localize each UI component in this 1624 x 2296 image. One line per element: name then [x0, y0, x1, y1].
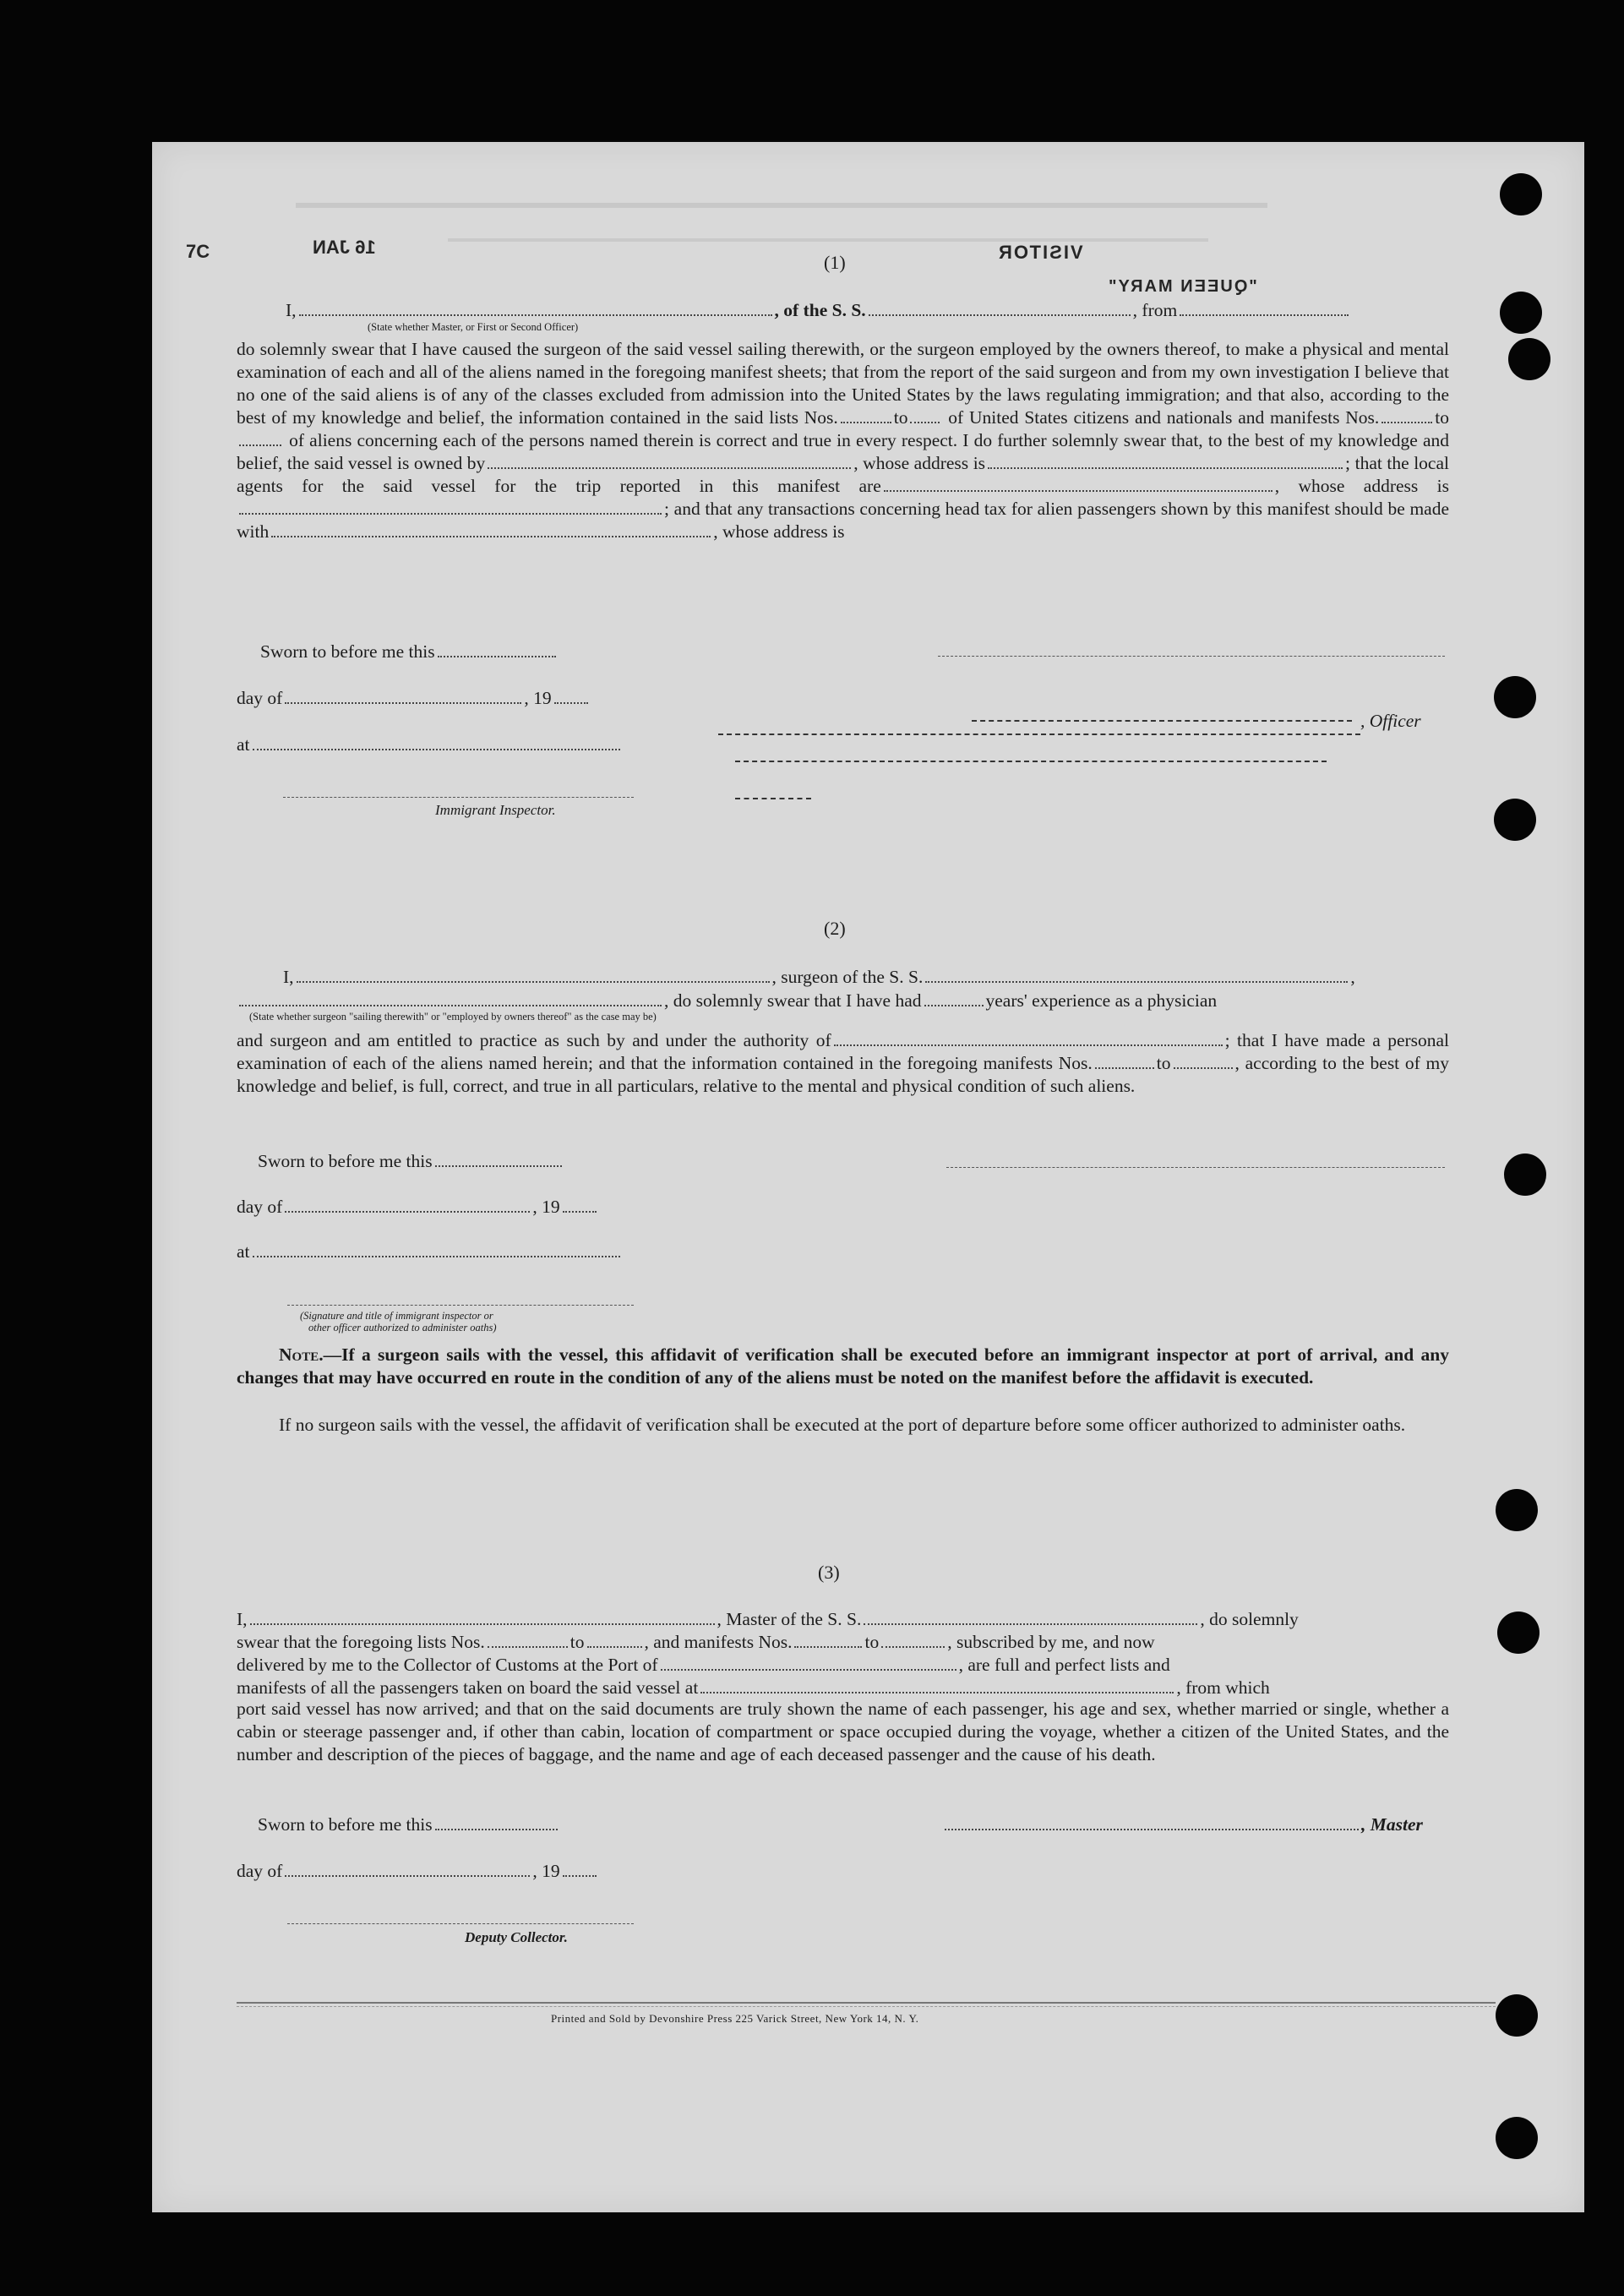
s3-i-label: I,: [237, 1609, 248, 1629]
s2-inspector-signature-line: [287, 1305, 634, 1306]
s1-body: do solemnly swear that I have caused the surgeon of the said vessel sailing therewith, or the surgeon employed by the owners thereof, to make a physical and mental examination of each and all of the aliens named in the foregoing manifest sheets; that from the report of the said surgeon and from my own investigation I believe that no one of the said aliens is of any of the classes excluded from admission into the United States by the laws regulating immigration; and that also, according to the best of my knowledge and belief, the information contained in the said lists Nos.: [237, 339, 1449, 428]
binder-hole-10: [1496, 2117, 1538, 2159]
s1-inspector-signature-line: [283, 797, 634, 798]
s3-delivered: delivered by me to the Collector of Customs at the Port of: [237, 1655, 658, 1675]
s1-head-tax: ; and that any transactions concerning head tax for alien: [664, 499, 1073, 519]
s1-whose-address2: whose address is: [1298, 476, 1449, 496]
s1-at-label: at: [237, 734, 250, 755]
s3-collector-signature-line: [287, 1923, 634, 1924]
s2-year-field: [563, 1211, 597, 1213]
s1-day-field: [285, 702, 521, 704]
visitor-stamp-text: VISITOR: [997, 242, 1083, 263]
s1-body2: of United States citizens and nationals and manifests Nos.: [948, 407, 1380, 428]
s1-from-label: , from: [1132, 300, 1178, 320]
s3-manifest-to-field: [881, 1646, 945, 1648]
s1-dashline-3: [735, 761, 1327, 762]
s1-inspector-label: Immigrant Inspector.: [435, 802, 556, 818]
s2-sig-caption-1: (Signature and title of immigrant inspector or: [300, 1310, 493, 1322]
s1-line1: [286, 299, 1351, 321]
s1-whose-address3: , whose address is: [713, 521, 845, 542]
s1-agents: that the local agents for the said vessel for the trip reported in this manifest are: [237, 453, 1449, 496]
s1-officer-caption: (State whether Master, or First or Second Officer): [368, 321, 579, 333]
s3-line3: [237, 1654, 1170, 1676]
binder-hole-9: [1496, 1994, 1538, 2037]
s1-to1: to: [893, 407, 908, 428]
s3-day-label: day of: [237, 1861, 283, 1881]
s1-lists-to-field: [910, 422, 940, 423]
s1-day-label: day of: [237, 688, 283, 708]
s3-lists-to-field: [587, 1646, 642, 1648]
s1-officer-label: , Officer: [1360, 711, 1421, 731]
s1-whose-address: , whose address is: [853, 453, 986, 473]
s3-master-of: , Master of the S. S.: [717, 1609, 862, 1629]
s3-master-sig-line: [942, 1813, 1423, 1835]
s1-semicolon: ;: [1345, 453, 1351, 473]
s3-ship-field: [864, 1623, 1197, 1625]
s2-at-field: [253, 1256, 620, 1257]
s1-body3: of aliens concerning each of the persons named therein is correct and true in every respect. I do further solemnly swear that, to the best of my knowledge and belief, the said vessel is owned by: [237, 430, 1450, 473]
s1-to2: to: [1435, 407, 1450, 428]
s3-manifests-of: manifests of all the passengers taken on board the said vessel at: [237, 1677, 699, 1698]
s1-ss-label: , of the S. S.: [774, 300, 866, 320]
date-stamp-text: 16 JAN: [313, 237, 376, 258]
s2-body3: , according to the best of my knowledge and belief, is full, correct, and true in all particulars, relative to the mental and physical condition of such aliens.: [237, 1053, 1449, 1096]
binder-hole-6: [1504, 1153, 1546, 1196]
s1-at-line: [237, 734, 623, 755]
s3-body: port said vessel has now arrived; and that on the said documents are truly shown the name of each passenger, his age and sex, whether married or single, whether a cabin or steerage passenger and, if other than cabin, location of compartment or space occupied during the voyage, whether a citizen of the United States, and the number and description of the pieces of baggage, and the name and age of each deceased passenger and the cause of his death.: [237, 1699, 1449, 1764]
s2-year-label: , 19: [532, 1197, 560, 1217]
ship-stamp-mirrored: [1107, 277, 1257, 297]
s2-sworn-line: [258, 1150, 564, 1172]
s3-manifest-from-field: [794, 1646, 862, 1648]
s2-surgeon-of: , surgeon of the S. S.: [771, 967, 924, 987]
s3-and-manifests: , and manifests Nos.: [644, 1632, 793, 1652]
binder-hole-5: [1494, 799, 1536, 841]
s3-swear-lists: swear that the foregoing lists Nos.: [237, 1632, 485, 1652]
s2-line1: [283, 966, 1355, 988]
s1-agent-address-field: [239, 513, 662, 515]
s1-manifest-to-field: [239, 444, 281, 446]
s1-paragraph: [237, 338, 1449, 543]
s2-paragraph: [237, 1029, 1449, 1098]
s3-port-field: [661, 1669, 956, 1671]
s1-sworn-field: [438, 656, 556, 657]
s2-surgeon-signature-line: [946, 1167, 1445, 1168]
s2-surgeon-name-field: [297, 981, 770, 983]
s1-head-tax-party-field: [271, 536, 711, 537]
s1-year-field: [554, 702, 588, 704]
s2-sig-caption-2: other officer authorized to administer oaths): [308, 1322, 497, 1333]
s3-master-signature-field: [945, 1829, 1359, 1830]
s3-paragraph: [237, 1698, 1449, 1766]
s3-to1: to: [569, 1632, 585, 1652]
s3-line4: [237, 1677, 1270, 1699]
s3-line1: [237, 1608, 1299, 1630]
printer-imprint: Printed and Sold by Devonshire Press 225 Varick Street, New York 14, N. Y.: [551, 2012, 919, 2025]
s2-day-label: day of: [237, 1197, 283, 1217]
s3-full-perfect: , are full and perfect lists and: [958, 1655, 1170, 1675]
s2-semicolon: ;: [1224, 1030, 1230, 1050]
binder-hole-2: [1500, 292, 1542, 334]
s3-sworn-line: [258, 1813, 560, 1835]
s2-years: years' experience as a physician: [985, 990, 1218, 1011]
binder-hole-1: [1500, 173, 1542, 215]
s1-at-field: [253, 749, 620, 750]
s1-passengers: passengers shown by this manifest should be made with: [237, 499, 1449, 542]
binder-hole-3: [1508, 338, 1550, 380]
s3-do-solemnly: , do solemnly: [1200, 1609, 1299, 1629]
s1-dashline-4: [735, 798, 811, 799]
s2-sworn-field: [435, 1165, 562, 1167]
s3-deputy-collector-label: Deputy Collector.: [465, 1929, 568, 1945]
s1-lists-from-field: [841, 422, 891, 423]
s1-owner-field: [488, 467, 851, 469]
ship-stamp-text: "QUEEN MARY": [1107, 277, 1257, 296]
s1-ship-field: [869, 314, 1131, 316]
s2-at-label: at: [237, 1241, 250, 1262]
s2-state-caption: (State whether surgeon "sailing therewith" or "employed by owners thereof" as the case may be): [249, 1011, 657, 1023]
s1-dashline-2: [718, 734, 1360, 735]
s1-sworn-line: [260, 641, 559, 663]
s2-at-line: [237, 1241, 623, 1263]
s3-subscribed: , subscribed by me, and now: [947, 1632, 1155, 1652]
s2-to: to: [1156, 1053, 1171, 1073]
s2-years-field: [924, 1005, 984, 1006]
s1-sworn-label: Sworn to before me this: [260, 641, 435, 662]
s2-ship-field: [925, 981, 1348, 983]
s2-body1: and surgeon and am entitled to practice as such by and under the authority of: [237, 1030, 831, 1050]
s3-master-name-field: [250, 1623, 715, 1625]
visitor-stamp-mirrored: [997, 242, 1083, 264]
s3-lists-from-field: [488, 1646, 568, 1648]
s2-note1: —If a surgeon sails with the vessel, this affidavit of verification shall be executed before an immigrant inspector at port of arrival, and any changes that may have occurred en route in the condition of any of the aliens must be noted on the manifest before the affidavit is executed.: [237, 1344, 1449, 1388]
binder-hole-4: [1494, 676, 1536, 718]
s3-year-label: , 19: [532, 1861, 560, 1881]
s2-note2: If no surgeon sails with the vessel, the affidavit of verification shall be executed at the port of departure before some officer authorized to administer oaths.: [279, 1415, 1406, 1435]
manifest-page: [152, 142, 1584, 2212]
binder-hole-7: [1496, 1489, 1538, 1531]
section-2-number: (2): [824, 918, 846, 939]
s2-authority-field: [834, 1044, 1223, 1046]
s2-day-line: [237, 1196, 599, 1218]
s1-day-line: [237, 687, 591, 709]
s1-comma: ,: [1274, 476, 1280, 496]
s1-officer-field: [299, 314, 772, 316]
s3-from-which: , from which: [1176, 1677, 1270, 1698]
s3-line2: [237, 1631, 1155, 1653]
s1-year-label: , 19: [524, 688, 552, 708]
s2-line2: [237, 990, 1217, 1012]
s1-agents-field: [884, 490, 1272, 492]
s3-master-label: , Master: [1361, 1814, 1423, 1835]
s1-owner-address-field: [988, 467, 1343, 469]
s2-manifest-to-field: [1174, 1067, 1233, 1069]
s3-sworn-field: [435, 1829, 558, 1830]
s3-day-field: [285, 1875, 530, 1877]
s2-surgeon-type-field: [239, 1005, 662, 1006]
s2-body2: that I have made a personal examination of each of the aliens named herein; and that the information contained in the foregoing manifests Nos.: [237, 1030, 1450, 1073]
s2-note-label: Note.: [279, 1344, 324, 1365]
section-1-number: (1): [824, 252, 846, 273]
s2-day-field: [285, 1211, 530, 1213]
s1-i-label: I,: [286, 300, 297, 320]
s2-sworn-label: Sworn to before me this: [258, 1151, 433, 1171]
s1-officer-dashline-1: [972, 720, 1352, 722]
date-stamp-mirrored: [313, 237, 376, 259]
s2-i-label: I,: [283, 967, 294, 987]
s3-day-line: [237, 1860, 599, 1882]
s1-manifest-from-field: [1381, 422, 1432, 423]
s2-manifest-from-field: [1095, 1067, 1154, 1069]
s2-comma: ,: [1350, 967, 1355, 987]
s2-do-swear: , do solemnly swear that I have had: [664, 990, 922, 1011]
binder-hole-8: [1497, 1612, 1540, 1654]
s3-embark-field: [700, 1692, 1174, 1693]
s3-sworn-label: Sworn to before me this: [258, 1814, 433, 1835]
footer-rule: [237, 2002, 1496, 2004]
footer-rule-dashed: [237, 2006, 1496, 2007]
s1-officer-signature-line: [938, 656, 1445, 657]
s3-to2: to: [864, 1632, 880, 1652]
handwritten-number: 7C: [186, 241, 210, 262]
s1-from-field: [1180, 314, 1349, 316]
section-3-number: (3): [818, 1562, 840, 1583]
s3-year-field: [563, 1875, 597, 1877]
s2-note-paragraph: [237, 1344, 1449, 1389]
s2-note2-paragraph: [237, 1414, 1449, 1437]
